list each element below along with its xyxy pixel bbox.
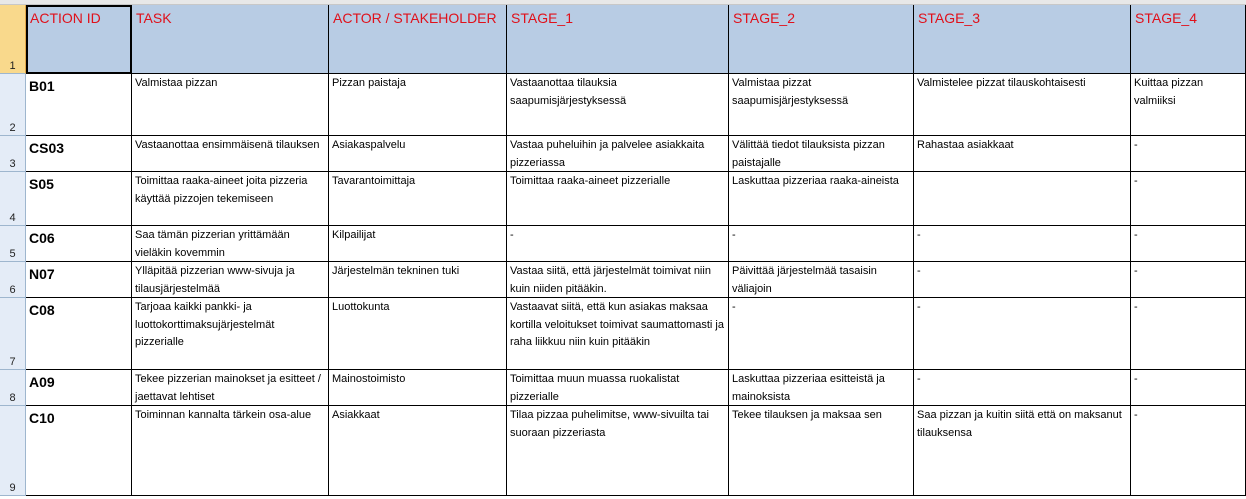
cell-actor[interactable]: Pizzan paistaja: [329, 74, 507, 136]
cell-stage-4[interactable]: Kuittaa pizzan valmiiksi: [1131, 74, 1246, 136]
header-cell-stage-3[interactable]: STAGE_3: [914, 5, 1131, 74]
cell-actor[interactable]: Tavarantoimittaja: [329, 172, 507, 226]
cell-stage-4[interactable]: -: [1131, 136, 1246, 172]
cell-stage-4[interactable]: -: [1131, 406, 1246, 496]
cell-action-id[interactable]: S05: [26, 172, 132, 226]
header-cell-task[interactable]: TASK: [132, 5, 329, 74]
header-cell-stage-4[interactable]: STAGE_4: [1131, 5, 1246, 74]
row-number-4[interactable]: 4: [0, 172, 26, 226]
cell-actor[interactable]: Kilpailijat: [329, 226, 507, 262]
cell-stage-2[interactable]: Tekee tilauksen ja maksaa sen: [729, 406, 914, 496]
cell-actor[interactable]: Asiakaspalvelu: [329, 136, 507, 172]
cell-action-id[interactable]: A09: [26, 370, 132, 406]
cell-actor[interactable]: Luottokunta: [329, 298, 507, 370]
cell-stage-4[interactable]: -: [1131, 226, 1246, 262]
row-number-9[interactable]: 9: [0, 406, 26, 496]
cell-task[interactable]: Vastaanottaa ensimmäisenä tilauksen: [132, 136, 329, 172]
row-number-1[interactable]: 1: [0, 5, 26, 74]
cell-stage-2[interactable]: Valmistaa pizzat saapumisjärjestyksessä: [729, 74, 914, 136]
row-number-3[interactable]: 3: [0, 136, 26, 172]
cell-action-id[interactable]: C06: [26, 226, 132, 262]
cell-actor[interactable]: Järjestelmän tekninen tuki: [329, 262, 507, 298]
header-cell-action-id[interactable]: ACTION ID: [26, 5, 132, 74]
cell-stage-1[interactable]: Vastaa puheluihin ja palvelee asiakkaita pizzeriassa: [507, 136, 729, 172]
cell-action-id[interactable]: N07: [26, 262, 132, 298]
cell-stage-2[interactable]: Päivittää järjestelmää tasaisin väliajoin: [729, 262, 914, 298]
cell-stage-3[interactable]: -: [914, 262, 1131, 298]
cell-action-id[interactable]: B01: [26, 74, 132, 136]
cell-stage-2[interactable]: Välittää tiedot tilauksista pizzan paistajalle: [729, 136, 914, 172]
cell-stage-3[interactable]: [914, 172, 1131, 226]
cell-stage-2[interactable]: -: [729, 226, 914, 262]
cell-stage-3[interactable]: -: [914, 226, 1131, 262]
cell-action-id[interactable]: C10: [26, 406, 132, 496]
cell-action-id[interactable]: CS03: [26, 136, 132, 172]
row-number-5[interactable]: 5: [0, 226, 26, 262]
cell-stage-4[interactable]: -: [1131, 172, 1246, 226]
cell-stage-3[interactable]: Valmistelee pizzat tilauskohtaisesti: [914, 74, 1131, 136]
cell-stage-1[interactable]: Vastaanottaa tilauksia saapumisjärjestyksessä: [507, 74, 729, 136]
row-number-6[interactable]: 6: [0, 262, 26, 298]
cell-stage-3[interactable]: -: [914, 298, 1131, 370]
cell-stage-1[interactable]: Toimittaa raaka-aineet pizzerialle: [507, 172, 729, 226]
cell-task[interactable]: Valmistaa pizzan: [132, 74, 329, 136]
cell-stage-4[interactable]: -: [1131, 370, 1246, 406]
cell-stage-2[interactable]: Laskuttaa pizzeriaa esitteistä ja mainoksista: [729, 370, 914, 406]
cell-actor[interactable]: Mainostoimisto: [329, 370, 507, 406]
cell-stage-2[interactable]: -: [729, 298, 914, 370]
cell-stage-3[interactable]: -: [914, 370, 1131, 406]
cell-stage-1[interactable]: Tilaa pizzaa puhelimitse, www-sivuilta tai suoraan pizzeriasta: [507, 406, 729, 496]
cell-stage-1[interactable]: Vastaavat siitä, että kun asiakas maksaa kortilla veloitukset toimivat saumattomasti ja raha liikkuu niin kuin pitääkin: [507, 298, 729, 370]
header-cell-actor[interactable]: ACTOR / STAKEHOLDER: [329, 5, 507, 74]
cell-stage-1[interactable]: -: [507, 226, 729, 262]
cell-stage-3[interactable]: Rahastaa asiakkaat: [914, 136, 1131, 172]
cell-task[interactable]: Ylläpitää pizzerian www-sivuja ja tilausjärjestelmää: [132, 262, 329, 298]
cell-stage-3[interactable]: Saa pizzan ja kuitin siitä että on maksanut tilauksensa: [914, 406, 1131, 496]
header-cell-stage-2[interactable]: STAGE_2: [729, 5, 914, 74]
cell-stage-2[interactable]: Laskuttaa pizzeriaa raaka-aineista: [729, 172, 914, 226]
cell-stage-1[interactable]: Toimittaa muun muassa ruokalistat pizzerialle: [507, 370, 729, 406]
header-cell-stage-1[interactable]: STAGE_1: [507, 5, 729, 74]
cell-task[interactable]: Saa tämän pizzerian yrittämään vieläkin kovemmin: [132, 226, 329, 262]
cell-task[interactable]: Toiminnan kannalta tärkein osa-alue: [132, 406, 329, 496]
row-number-2[interactable]: 2: [0, 74, 26, 136]
cell-stage-4[interactable]: -: [1131, 298, 1246, 370]
cell-task[interactable]: Toimittaa raaka-aineet joita pizzeria käyttää pizzojen tekemiseen: [132, 172, 329, 226]
cell-task[interactable]: Tarjoaa kaikki pankki- ja luottokorttimaksujärjestelmät pizzerialle: [132, 298, 329, 370]
row-number-7[interactable]: 7: [0, 298, 26, 370]
row-number-8[interactable]: 8: [0, 370, 26, 406]
cell-actor[interactable]: Asiakkaat: [329, 406, 507, 496]
cell-stage-1[interactable]: Vastaa siitä, että järjestelmät toimivat niin kuin niiden pitääkin.: [507, 262, 729, 298]
cell-task[interactable]: Tekee pizzerian mainokset ja esitteet / jaettavat lehtiset: [132, 370, 329, 406]
cell-action-id[interactable]: C08: [26, 298, 132, 370]
cell-stage-4[interactable]: -: [1131, 262, 1246, 298]
